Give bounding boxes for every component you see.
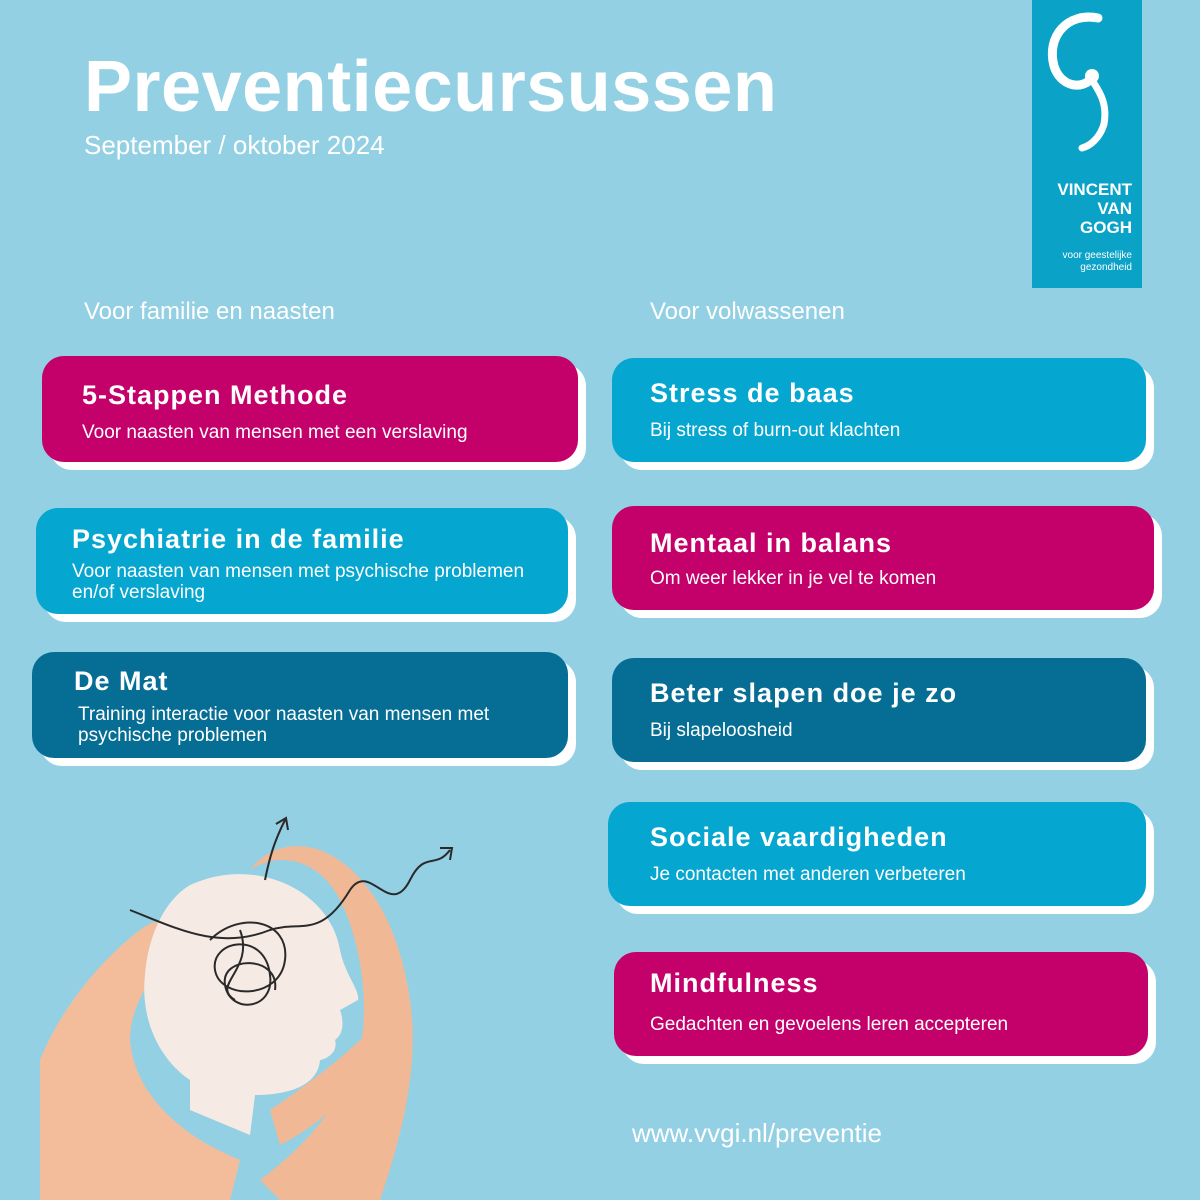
course-card-sociale-vaardigheden[interactable] (608, 802, 1146, 906)
logo-tagline-line2: gezondheid (1080, 262, 1132, 273)
course-title: Stress de baas (650, 378, 855, 408)
course-card-mentaal-in-balans[interactable] (612, 506, 1154, 610)
course-description: Voor naasten van mensen met psychische problemen en/of verslaving (72, 561, 525, 603)
course-description: Training interactie voor naasten van mensen met psychische problemen (78, 704, 490, 746)
course-description: Bij stress of burn-out klachten (650, 420, 901, 441)
logo-line-gogh: GOGH (1080, 218, 1132, 237)
course-card-mindfulness[interactable] (614, 952, 1148, 1056)
course-title: Mindfulness (650, 968, 819, 998)
page-subtitle: September / oktober 2024 (84, 130, 385, 160)
logo-line-vincent: VINCENT (1057, 180, 1132, 199)
course-description: Bij slapeloosheid (650, 720, 793, 741)
course-card-beter-slapen-doe-je-zo[interactable] (612, 658, 1146, 762)
brush-swirl-icon (1038, 6, 1134, 156)
course-title: De Mat (74, 666, 169, 696)
course-description: Je contacten met anderen verbeteren (650, 864, 966, 885)
page-title: Preventiecursussen (84, 47, 778, 127)
logo-line-van: VAN (1097, 199, 1132, 218)
course-card-de-mat[interactable] (32, 652, 568, 758)
course-card-stress-de-baas[interactable] (612, 358, 1146, 462)
course-title: Beter slapen doe je zo (650, 678, 958, 708)
course-description: Voor naasten van mensen met een verslaving (82, 422, 468, 443)
course-title: Sociale vaardigheden (650, 822, 948, 852)
course-description: Om weer lekker in je vel te komen (650, 568, 937, 589)
course-card-psychiatrie-in-de-familie[interactable] (36, 508, 568, 614)
course-title: 5-Stappen Methode (82, 380, 349, 410)
logo-tagline (1063, 250, 1132, 274)
course-title: Mentaal in balans (650, 528, 893, 558)
hands-holding-head-illustration (40, 810, 560, 1200)
logo-tagline-line1: voor geestelijke (1062, 250, 1132, 261)
logo-wordmark (1057, 180, 1132, 237)
right-column-heading: Voor volwassenen (650, 298, 845, 325)
course-description: Gedachten en gevoelens leren accepteren (650, 1014, 1009, 1035)
left-column-heading: Voor familie en naasten (84, 298, 335, 325)
website-link[interactable]: www.vvgi.nl/preventie (632, 1118, 882, 1148)
course-card-5-stappen-methode[interactable] (42, 356, 578, 462)
vincent-van-gogh-logo[interactable] (1032, 0, 1142, 288)
course-title: Psychiatrie in de familie (72, 524, 405, 554)
